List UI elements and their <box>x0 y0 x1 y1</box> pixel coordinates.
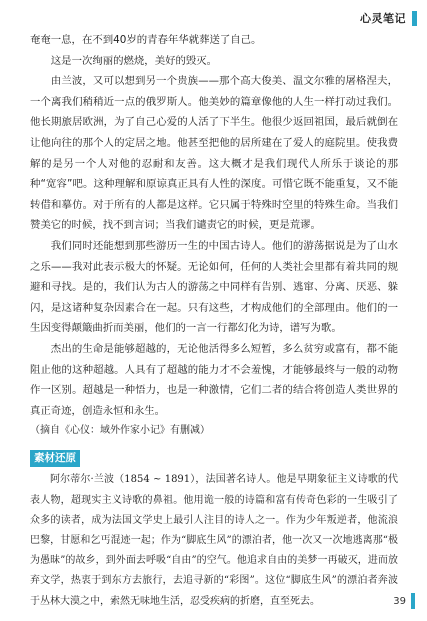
author-note: 阿尔蒂尔·兰波（1854 ~ 1891），法国著名诗人。他是早期象征主义诗歌的代表人物，超现实主义诗歌的鼻祖。他用诡一般的诗篇和富有传奇色彩的一生吸引了众多的读者，成为法国文学史上最引人注目的诗人之一。作为少年叛逆者，他流浪巴黎，甘愿和乞丐混迹一起；作为“脚底生风”的漂泊者，他一次又一次地逃离那“极为愚昧”的故乡，到外面去呼吸“自由”的空气。他追求自由的美梦一再破灭，进而放弃文学，热衷于到东方去旅行，去追寻新的“彩图”。这位“脚底生风”的漂泊者奔波于丛林大漠之中，索然无味地生活，忍受疾病的折磨，直至死去。 <box>30 474 398 607</box>
paragraph: 奄奄一息，在不到40岁的青春年华就葬送了自己。 <box>30 34 262 46</box>
footer-accent-bar <box>411 593 415 609</box>
paragraph: 我们同时还能想到那些游历一生的中国古诗人。他们的游荡据说是为了山水之乐——我对此表示极大的怀疑。无论如何，任何的人类社会里都有着共同的规避和寻找。是的，我们认为古人的游荡之中同样有告别、逃窜、分离、厌恶、躲闪，是这诸种复杂因素合在一起。只有这些，才构成他们的全部理由。他们的一生因变得颠簸曲折而美丽，他们的一言一行都幻化为诗，谱写为歌。 <box>30 239 398 335</box>
page-footer <box>393 593 415 609</box>
source-citation: （摘自《心仪：域外作家小记》有删减） <box>30 425 210 437</box>
page-number: 39 <box>393 595 406 607</box>
main-text <box>30 30 398 612</box>
paragraph: 杰出的生命是能够超越的，无论他活得多么短暂，多么贫穷或富有，都不能阻止他的这种超越。人具有了超越的能力才不会羞愧，才能够最终与一般的动物作一区别。超越是一种悟力，也是一种激情，它们二者的结合将创造人类世界的真正奇迹，创造永恒和永生。 <box>30 342 398 417</box>
header-accent-bar <box>412 11 417 26</box>
paragraph: 这是一次绚丽的燃烧，美好的毁灭。 <box>50 54 218 67</box>
paragraph: 由兰波，又可以想到另一个贵族——那个高大俊美、温文尔雅的屠格涅夫，一个离我们稍稍近一点的俄罗斯人。他美妙的篇章像他的人生一样打动过我们。他长期旅居欧洲，为了自己心爱的人活了下半生。他很少返回祖国，最后就倒在让他向往的那个人的定居之地。他甚至把他的居所建在了爱人的庭院里。使我费解的是另一个人对他的忍耐和友善。这大概才是我们现代人所乐于谈论的那种“宽容”吧。这种理解和原谅真正具有人性的深度。可惜它既不能重复，又不能转借和摹仿。对于所有的人都是这样。它只属于特殊时空里的特殊生命。当我们赞美它的时候，找不到言词；当我们谴责它的时候，更是荒谬。 <box>30 75 398 232</box>
page-header <box>360 10 417 26</box>
section-label: 素材还原 <box>30 450 80 467</box>
section-heading <box>30 448 398 469</box>
running-title: 心灵笔记 <box>360 12 406 25</box>
